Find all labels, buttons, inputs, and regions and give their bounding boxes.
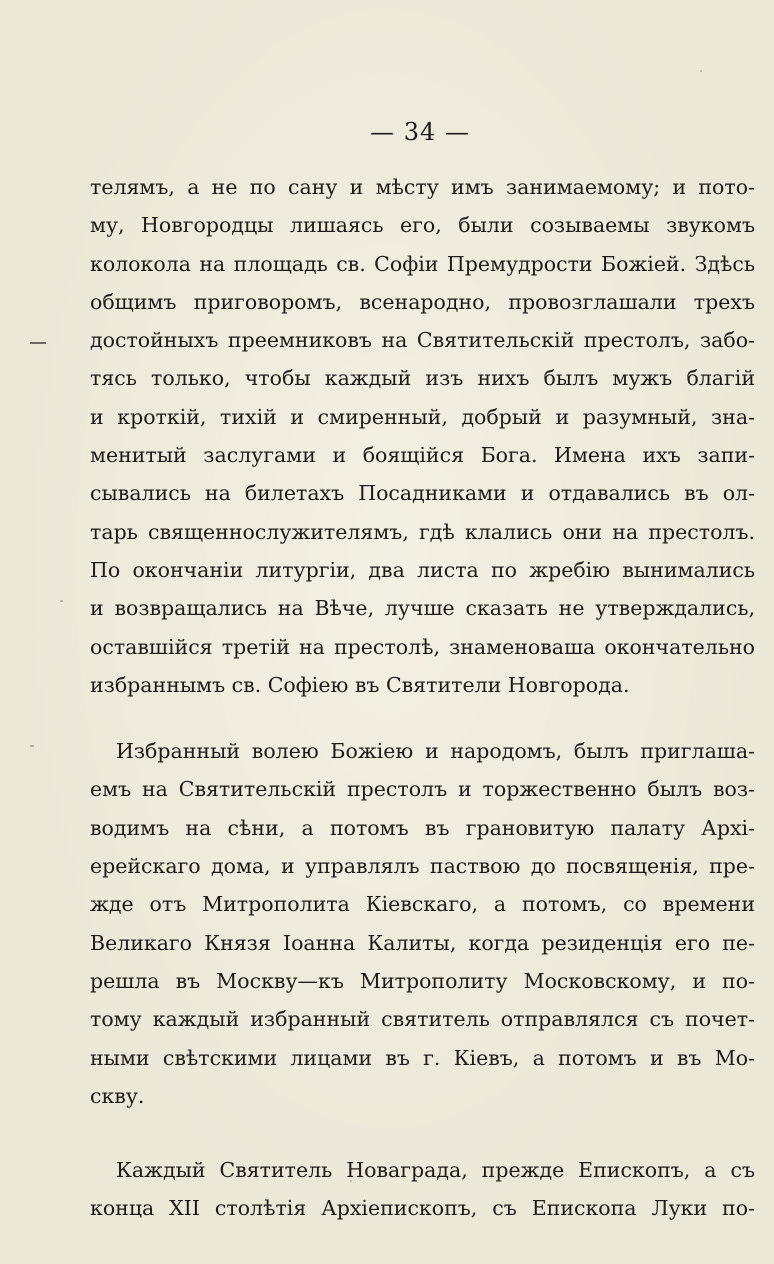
paragraph-spacer: [90, 1115, 755, 1151]
text-line: и кроткiй, тихiй и смиренный, добрый и разумный, зна-: [90, 404, 755, 429]
text-line: тарь священнослужителямъ, гдѣ клались они на престолъ.: [90, 519, 755, 544]
text-line: конца XII столѣтiя Архiепископъ, съ Епископа Луки по-: [90, 1196, 755, 1221]
paragraph-spacer: [90, 704, 755, 732]
text-line: Избранный волею Божiею и народомъ, былъ приглаша-: [116, 739, 755, 764]
body-text: [90, 168, 755, 1228]
text-line: решла въ Москву—къ Митрополиту Московскому, и по-: [90, 968, 755, 993]
text-line: емъ на Святительскiй престолъ и торжественно былъ воз-: [90, 777, 755, 802]
text-line: телямъ, а не по сану и мѣсту имъ занимаемому; и пото-: [90, 175, 755, 199]
page-number: — 34 —: [370, 118, 470, 146]
text-line: скву.: [90, 1083, 145, 1108]
text-line: жде отъ Митрополита Кiевскаго, а потомъ, со времени: [90, 892, 755, 917]
paper-speck: [700, 70, 702, 72]
text-line: менитый заслугами и боящiйся Бога. Имена ихъ запи-: [90, 443, 755, 468]
text-line: избраннымъ св. Софiею въ Святители Новгорода.: [90, 672, 630, 697]
paragraph-2: [90, 732, 755, 1115]
text-line: Каждый Святитель Новаграда, прежде Епископъ, а съ: [116, 1158, 755, 1183]
text-line: и возвращались на Вѣче, лучше сказать не утверждались,: [90, 596, 755, 621]
text-line: тому каждый избранный святитель отправлялся съ почет-: [90, 1007, 755, 1032]
text-line: оставшiйся третiй на престолѣ, знаменоваша окончательно: [90, 634, 755, 659]
text-line: общимъ приговоромъ, всенародно, провозглашали трехъ: [90, 289, 755, 314]
text-line: Великаго Князя Iоанна Калиты, когда резиденцiя его пе-: [90, 930, 755, 955]
paragraph-3: [90, 1151, 755, 1228]
text-line: По окончанiи литургiи, два листа по жребiю вынимались: [90, 557, 755, 582]
paper-speck: [30, 745, 34, 747]
text-line: ерейскаго дома, и управлялъ паствою до посвященiя, пре-: [90, 854, 755, 879]
text-line: му, Новгородцы лишаясь его, были созываемы звукомъ: [90, 213, 755, 238]
text-line: ными свѣтскими лицами въ г. Кiевъ, а потомъ и въ Мо-: [90, 1045, 755, 1070]
margin-mark: [30, 342, 46, 344]
paragraph-1: [90, 168, 755, 704]
paper-speck: [60, 600, 63, 602]
text-line: тясь только, чтобы каждый изъ нихъ былъ мужъ благiй: [90, 366, 755, 391]
text-line: водимъ на сѣни, а потомъ въ грановитую палату Архi-: [90, 815, 755, 840]
text-line: сывались на билетахъ Посадниками и отдавались въ ол-: [90, 481, 755, 506]
text-line: колокола на площадь св. Софiи Премудрости Божiей. Здѣсь: [90, 251, 755, 276]
text-line: достойныхъ преемниковъ на Святительскiй престолъ, забо-: [90, 328, 755, 353]
